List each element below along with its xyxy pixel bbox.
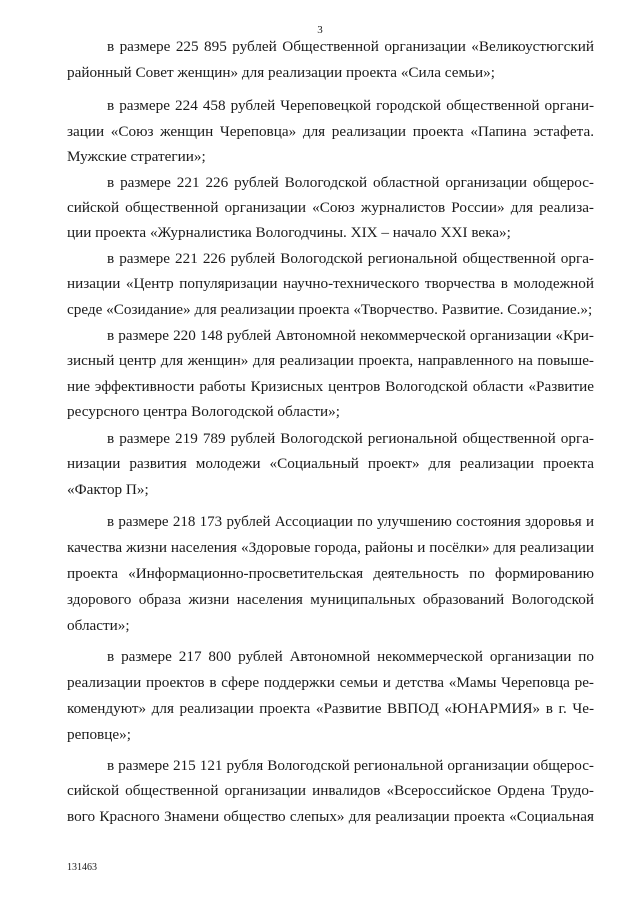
paragraph-line: области»; <box>67 617 130 634</box>
paragraph-line: «Фактор П»; <box>67 481 149 498</box>
paragraph-line: сийской общественной организации «Союз журналистов России» для реализа- <box>67 199 594 216</box>
paragraph-line: Мужские стратегии»; <box>67 148 206 165</box>
paragraph-line: районный Совет женщин» для реализации проекта «Сила семьи»; <box>67 64 495 81</box>
paragraph-line: в размере 221 226 рублей Вологодской областной организации общерос- <box>107 174 594 191</box>
paragraph-line: среде «Созидание» для реализации проекта «Творчество. Развитие. Созидание.»; <box>67 301 593 318</box>
paragraph-line: в размере 219 789 рублей Вологодской региональной общественной орга- <box>107 430 594 447</box>
paragraph-line: реализации проектов в сфере поддержки семьи и детства «Мамы Череповца ре- <box>67 674 594 691</box>
paragraph-line: комендуют» для реализации проекта «Развитие ВВПОД «ЮНАРМИЯ» в г. Че- <box>67 700 594 717</box>
document-code: 131463 <box>67 862 97 873</box>
paragraph-line: зации «Союз женщин Череповца» для реализации проекта «Папина эстафета. <box>67 123 594 140</box>
paragraph-line: в размере 224 458 рублей Череповецкой городской общественной органи- <box>107 97 594 114</box>
paragraph-line: низации развития молодежи «Социальный проект» для реализации проекта <box>67 455 594 472</box>
paragraph-line: зисный центр для женщин» для реализации проекта, направленного на повыше- <box>67 352 594 369</box>
paragraph-line: качества жизни населения «Здоровые города, районы и посёлки» для реализации <box>67 539 594 556</box>
paragraph-line: низации «Центр популяризации научно-технического творчества в молодежной <box>67 275 594 292</box>
paragraph-line: в размере 221 226 рублей Вологодской региональной общественной орга- <box>107 250 594 267</box>
paragraph-line: здорового образа жизни населения муниципальных образований Вологодской <box>67 591 594 608</box>
paragraph-line: в размере 218 173 рублей Ассоциации по улучшению состояния здоровья и <box>107 514 594 530</box>
paragraph-line: ции проекта «Журналистика Вологодчины. XIX – начало XXI века»; <box>67 224 511 241</box>
paragraph-line: в размере 217 800 рублей Автономной некоммерческой организации по <box>107 648 594 665</box>
page-number: 3 <box>317 24 323 36</box>
paragraph-line: проекта «Информационно-просветительская деятельность по формированию <box>67 565 594 582</box>
paragraph-line: вого Красного Знамени общество слепых» для реализации проекта «Социальная <box>67 808 594 825</box>
paragraph-line: в размере 225 895 рублей Общественной организации «Великоустюгский <box>107 38 594 55</box>
paragraph-line: реповце»; <box>67 726 131 743</box>
paragraph-line: ресурсного центра Вологодской области»; <box>67 403 340 420</box>
paragraph-line: ние эффективности работы Кризисных центров Вологодской области «Развитие <box>67 378 594 395</box>
paragraph-line: сийской общественной организации инвалидов «Всероссийское Ордена Трудо- <box>67 782 594 799</box>
paragraph-line: в размере 215 121 рубля Вологодской региональной организации общерос- <box>107 757 594 774</box>
paragraph-line: в размере 220 148 рублей Автономной некоммерческой организации «Кри- <box>107 327 594 344</box>
